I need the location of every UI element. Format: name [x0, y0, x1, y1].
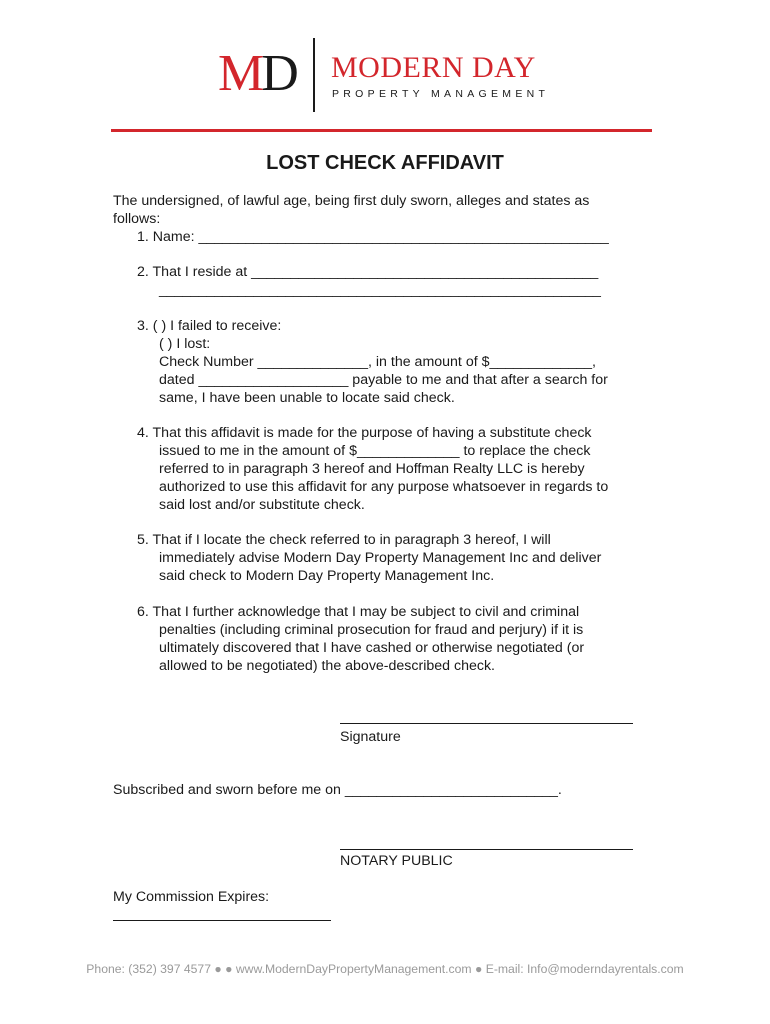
item-6-line: penalties (including criminal prosecution for fraud and perjury) if it is	[159, 622, 584, 638]
item-6-line: allowed to be negotiated) the above-described check.	[159, 658, 495, 674]
item-4-line: 4. That this affidavit is made for the purpose of having a substitute check	[137, 425, 592, 441]
logo-company-subtitle: PROPERTY MANAGEMENT	[332, 88, 550, 100]
item-3-dated-line[interactable]: dated ___________________ payable to me and that after a search for	[159, 372, 608, 388]
logo-divider	[313, 38, 315, 112]
item-3-lost-option[interactable]: ( ) I lost:	[159, 336, 211, 352]
intro-line-2: follows:	[113, 211, 161, 227]
item-3-failed-to-receive-option[interactable]: 3. ( ) I failed to receive:	[137, 318, 282, 334]
item-6-line: ultimately discovered that I have cashed or otherwise negotiated (or	[159, 640, 585, 656]
commission-expires-label: My Commission Expires:	[113, 889, 270, 905]
item-4-line[interactable]: issued to me in the amount of $_____________ to replace the check	[159, 443, 591, 459]
signature-line[interactable]	[340, 723, 633, 724]
logo-monogram	[218, 45, 296, 102]
item-3-check-number-line[interactable]: Check Number ______________, in the amount of $_____________,	[159, 354, 596, 370]
item-4-line: authorized to use this affidavit for any purpose whatsoever in regards to	[159, 479, 609, 495]
header-red-rule	[111, 129, 652, 132]
commission-expires-line[interactable]	[113, 920, 331, 921]
signature-label: Signature	[340, 729, 401, 745]
document-title: LOST CHECK AFFIDAVIT	[266, 152, 504, 174]
logo-company-name: MODERN DAY	[331, 51, 536, 84]
item-1-name-field[interactable]: 1. Name: ____________________________________________________	[137, 229, 609, 245]
item-5-line: immediately advise Modern Day Property Management Inc and deliver	[159, 550, 602, 566]
item-6-line: 6. That I further acknowledge that I may be subject to civil and criminal	[137, 604, 580, 620]
logo-letter-d: D	[261, 45, 296, 102]
item-4-line: said lost and/or substitute check.	[159, 497, 365, 513]
item-4-line: referred to in paragraph 3 hereof and Hoffman Realty LLC is hereby	[159, 461, 585, 477]
logo-letter-m: M	[218, 45, 262, 102]
footer-contact-info: Phone: (352) 397 4577 ● ● www.ModernDayPropertyManagement.com ● E-mail: Info@moderndayrentals.com	[86, 962, 684, 976]
item-2-address-line-2[interactable]: ________________________________________________________	[159, 282, 601, 298]
subscribed-sworn-line[interactable]: Subscribed and sworn before me on ___________________________.	[113, 782, 562, 798]
item-3-last-line: same, I have been unable to locate said check.	[159, 390, 455, 406]
item-2-address-line-1[interactable]: 2. That I reside at ____________________________________________	[137, 264, 599, 280]
item-5-line: 5. That if I locate the check referred to in paragraph 3 hereof, I will	[137, 532, 551, 548]
intro-line-1: The undersigned, of lawful age, being first duly sworn, alleges and states as	[113, 193, 590, 209]
notary-public-label: NOTARY PUBLIC	[340, 853, 453, 869]
item-5-line: said check to Modern Day Property Management Inc.	[159, 568, 495, 584]
notary-signature-line[interactable]	[340, 849, 633, 850]
